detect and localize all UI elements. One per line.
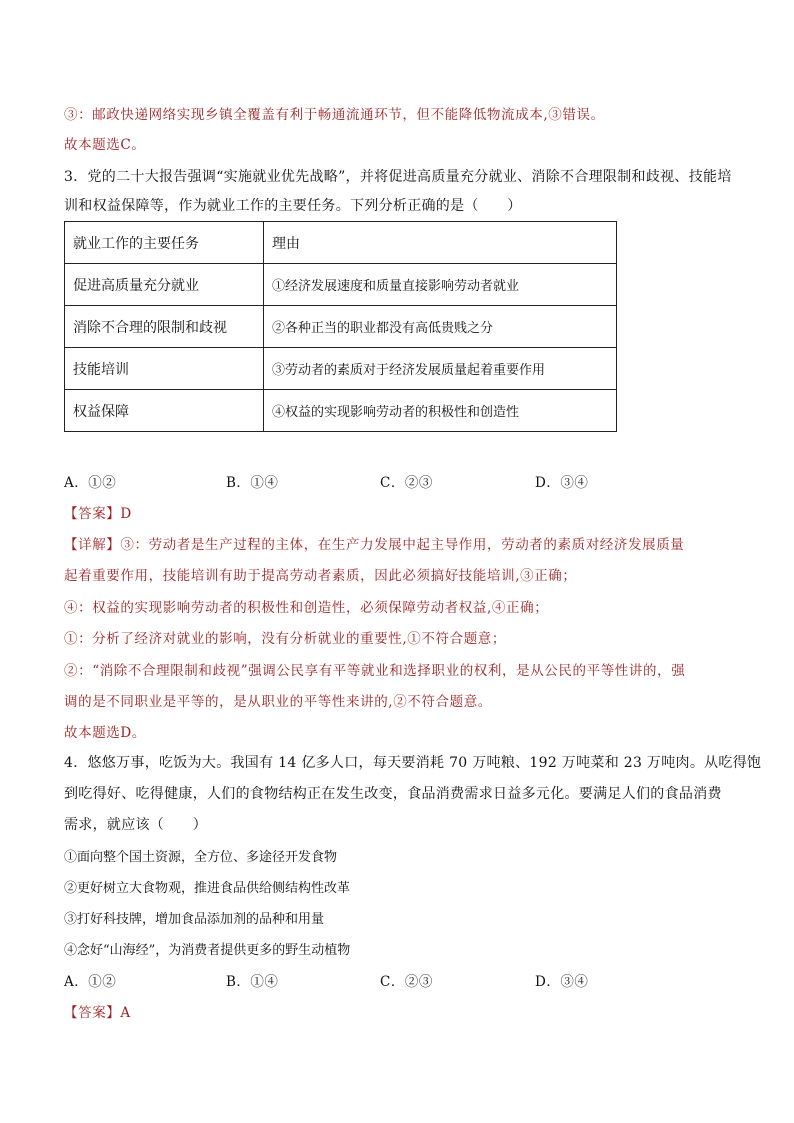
q3-detail-line2: 起着重要作用，技能培训有助于提高劳动者素质，因此必须搞好技能培训,③正确；: [64, 568, 577, 584]
prev-conclusion: 故本题选C。: [64, 137, 146, 153]
q3-option-a: A．①②: [64, 475, 117, 491]
q3-stem-line2: 训和权益保障等，作为就业工作的主要任务。下列分析正确的是（ ）: [64, 198, 522, 214]
q3-stem-line1: 3．党的二十大报告强调“实施就业优先战略”，并将促进高质量充分就业、消除不合理限制和歧视、技能培: [64, 169, 732, 185]
q4-item: ②更好树立大食物观，推进食品供给侧结构性改革: [64, 881, 351, 896]
table-cell-reason: ①经济发展速度和质量直接影响劳动者就业: [264, 264, 617, 306]
q3-option-b: B．①④: [226, 475, 279, 491]
q4-item: ①面向整个国土资源，全方位、多途径开发食物: [64, 850, 338, 865]
table-cell-reason: ③劳动者的素质对于经济发展质量起着重要作用: [264, 348, 617, 390]
q4-stem-line1: 4．悠悠万事，吃饭为大。我国有 14 亿多人口，每天要消耗 70 万吨粮、192 万吨菜和 23 万吨肉。从吃得饱: [64, 755, 762, 771]
table-cell-task: 权益保障: [65, 390, 264, 432]
q4-stem-line3: 需求，就应该（ ）: [64, 817, 207, 833]
q4-item: ③打好科技牌，增加食品添加剂的品种和用量: [64, 912, 325, 927]
table-cell-task: 消除不合理的限制和歧视: [65, 306, 264, 348]
q3-detail-line5: ②：“消除不合理限制和歧视”强调公民享有平等就业和选择职业的权利，是从公民的平等性讲的，强: [64, 663, 686, 679]
prev-detail-line: ③：邮政快递网络实现乡镇全覆盖有利于畅通流通环节，但不能降低物流成本,③错误。: [64, 107, 605, 123]
q4-answer: 【答案】A: [64, 1005, 131, 1021]
q3-option-c: C．②③: [380, 475, 433, 491]
table-row: [65, 264, 617, 306]
q3-conclusion: 故本题选D。: [64, 725, 146, 741]
q3-detail-line3: ④：权益的实现影响劳动者的积极性和创造性，必须保障劳动者权益,④正确；: [64, 600, 549, 616]
table-row: [65, 306, 617, 348]
q4-option-d: D．③④: [535, 974, 589, 990]
q3-detail-line4: ①：分析了经济对就业的影响，没有分析就业的重要性,①不符合题意；: [64, 631, 506, 647]
table-row: [65, 390, 617, 432]
table-cell-task: 促进高质量充分就业: [65, 264, 264, 306]
q4-option-b: B．①④: [226, 974, 279, 990]
q4-item: ④念好“山海经”，为消费者提供更多的野生动植物: [64, 943, 351, 958]
table-header-task: 就业工作的主要任务: [65, 222, 264, 264]
table-cell-task: 技能培训: [65, 348, 264, 390]
table-row: [65, 348, 617, 390]
table-cell-reason: ④权益的实现影响劳动者的积极性和创造性: [264, 390, 617, 432]
table-header-reason: 理由: [264, 222, 617, 264]
q4-stem-line2: 到吃得好、吃得健康，人们的食物结构正在发生改变，食品消费需求日益多元化。要满足人们的食品消费: [64, 786, 722, 802]
table-header-row: [65, 222, 617, 264]
q4-option-c: C．②③: [380, 974, 433, 990]
q3-table: [64, 221, 617, 432]
q3-option-d: D．③④: [535, 475, 589, 491]
q3-answer: 【答案】D: [64, 506, 132, 522]
table-cell-reason: ②各种正当的职业都没有高低贵贱之分: [264, 306, 617, 348]
q3-detail-line1: 【详解】③：劳动者是生产过程的主体，在生产力发展中起主导作用，劳动者的素质对经济发展质量: [64, 537, 685, 553]
q4-option-a: A．①②: [64, 974, 117, 990]
q3-detail-line6: 调的是不同职业是平等的，是从职业的平等性来讲的,②不符合题意。: [64, 694, 492, 710]
